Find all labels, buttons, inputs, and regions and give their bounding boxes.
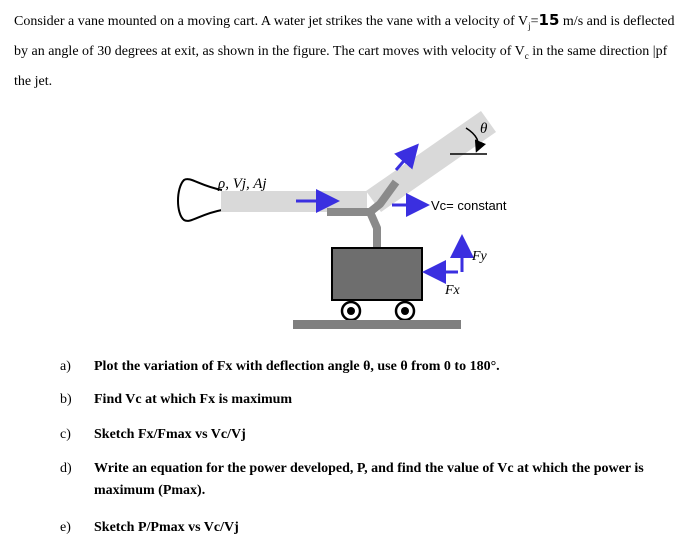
cart-wheel-right: [396, 302, 414, 320]
handwritten-velocity: 15: [538, 11, 560, 29]
intro-part3: in the same direction: [528, 43, 653, 59]
jet-properties-label: ρ, Vj, Aj: [218, 176, 267, 192]
nozzle: [178, 179, 222, 221]
intro-equals: =: [530, 14, 539, 29]
intro-sub-c: c: [524, 50, 529, 61]
fy-label: Fy: [472, 249, 487, 264]
question-label: e): [60, 520, 71, 535]
intro-sub-j: j: [528, 20, 531, 31]
question-text: Write an equation for the power developed, P, and find the value of Vc at which the power is maximum (Pmax).: [94, 461, 644, 498]
question-label: b): [60, 392, 72, 407]
cart-body: [332, 248, 422, 300]
question-text: Find Vc at which Fx is maximum: [94, 392, 293, 407]
cart-wheel-left: [342, 302, 360, 320]
question-label: c): [60, 427, 71, 442]
question-label: a): [60, 359, 71, 374]
intro-part2: m/s and is deflected by an angle of 30 degrees at exit, as shown in the figure. The cart moves with velocity of V: [14, 14, 675, 59]
intro-part1: Consider a vane mounted on a moving cart. A water jet strikes the vane with a velocity of V: [14, 14, 529, 29]
question-text: Plot the variation of Fx with deflection angle θ, use θ from 0 to 180°.: [94, 359, 500, 374]
question-text: Sketch Fx/Fmax vs Vc/Vj: [94, 427, 246, 442]
text-cursor: |: [652, 43, 656, 59]
question-label: d): [60, 461, 72, 476]
intro-part4: pf the jet.: [14, 43, 668, 89]
theta-label: θ: [480, 121, 488, 137]
ground: [293, 320, 461, 329]
fx-label: Fx: [445, 283, 460, 298]
question-text: Sketch P/Pmax vs Vc/Vj: [94, 520, 239, 535]
vc-label: Vc= constant: [431, 198, 507, 213]
